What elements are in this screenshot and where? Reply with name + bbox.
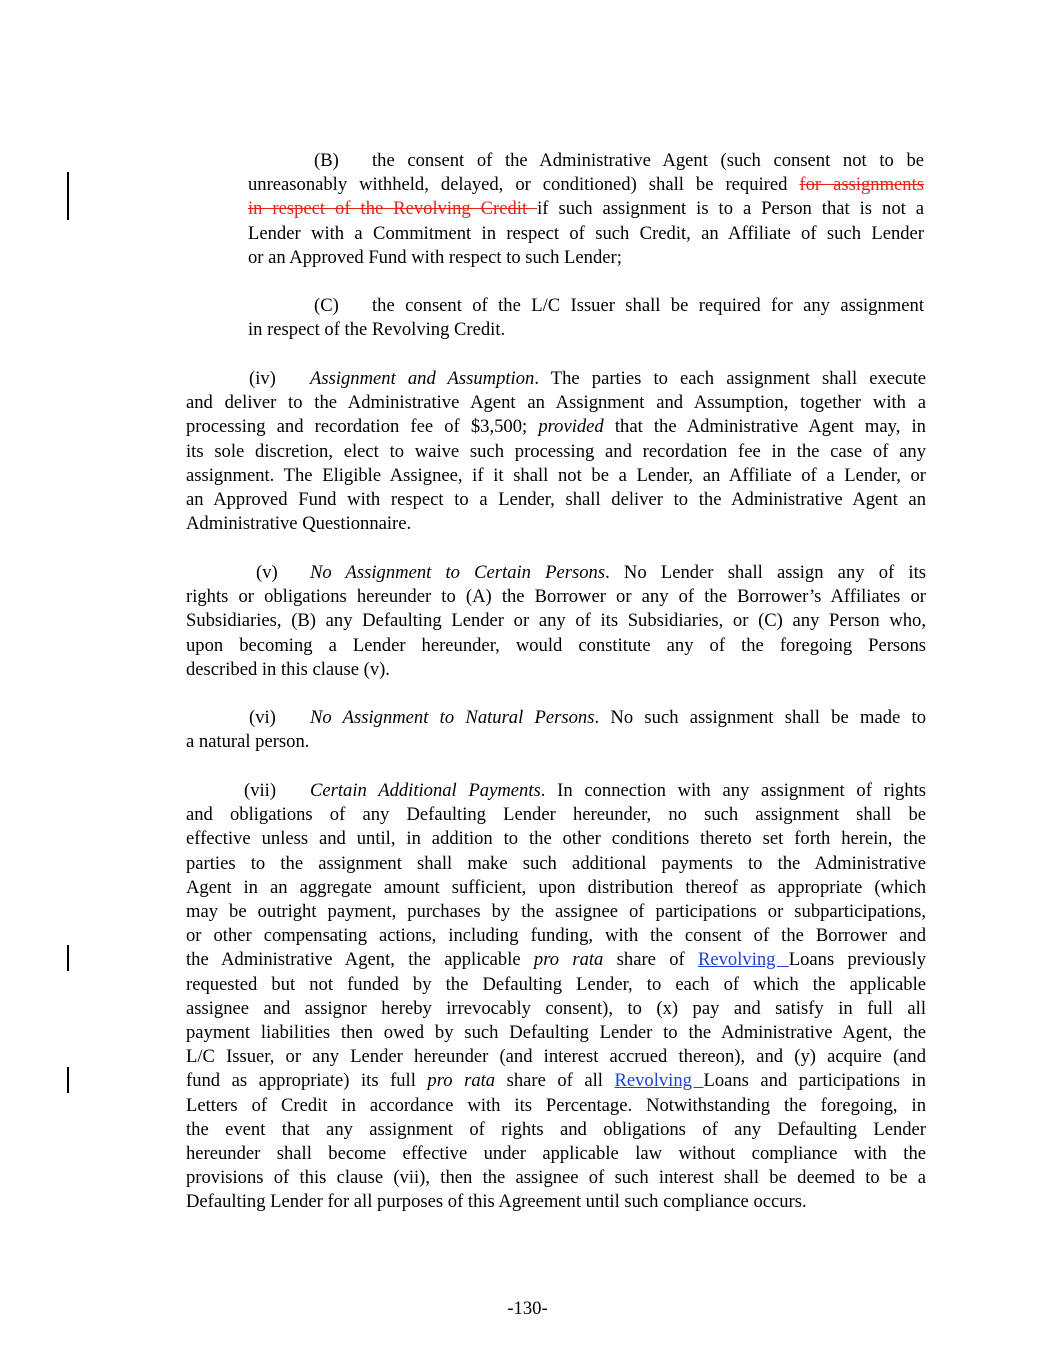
clause-vi: (vi) No Assignment to Natural Persons. No such assignment shall be made to a natural person. [186,707,926,753]
clause-label: (C) [314,295,339,316]
clause-title: No Assignment to Natural Persons [310,707,595,728]
clause-label: (vii) [244,780,277,801]
deleted-text: for assignments [799,174,924,196]
deleted-text: in respect of the Revolving Credit [248,198,538,220]
clause-label: (v) [256,562,278,583]
clause-b: (B) the consent of the Administrative Agent (such consent not to be unreasonably withheld, delayed, or conditioned) shall be required for assignments in respect of the Revolving Credit if such assignment is to a Person that is not a Lender with a Commitment in respect of such Credit, an Affiliate of such Lender or an Approved Fund with respect to such Lender; [248,150,925,268]
clause-label: (vi) [249,707,276,728]
clause-title: No Assignment to Certain Persons [310,562,606,583]
revolving-link[interactable]: Revolving [614,1070,704,1092]
clause-title: Assignment and Assumption [310,368,535,389]
change-bar [67,172,69,220]
clause-v: (v) No Assignment to Certain Persons. No Lender shall assign any of its rights or obligations hereunder to (A) the Borrower or any of the Borrower’s Affiliates or Subsidiaries, (B) any Defaulting Lender or any of its Subsidiaries, or (C) any Person who, upon becoming a Lender hereunder, would constitute any of the foregoing Persons described in this clause (v). [186,562,926,680]
page-number: -130- [507,1298,548,1319]
change-bar [67,1067,69,1093]
clause-iv: (iv) Assignment and Assumption. The parties to each assignment shall execute and deliver to the Administrative Agent an Assignment and Assumption, together with a processing and recordation fee of $3,500; provided that the Administrative Agent may, in its sole discretion, elect to waive such processing and recordation fee in the case of any assignment. The Eligible Assignee, if it shall not be a Lender, an Affiliate of a Lender, or an Approved Fund with respect to a Lender, shall deliver to the Administrative Agent an Administrative Questionnaire. [186,368,926,535]
clause-label: (B) [314,150,339,171]
change-bar [67,945,69,971]
clause-c: (C) the consent of the L/C Issuer shall be required for any assignment in respect of the Revolving Credit. [248,295,924,341]
revolving-link[interactable]: Revolving [697,949,789,971]
clause-vii: (vii) Certain Additional Payments. In connection with any assignment of rights and obligations of any Defaulting Lender hereunder, no such assignment shall be effective unless and until, in addition to the other conditions thereto set forth herein, the parties to the assignment shall make such additional payments to the Administrative Agent in an aggregate amount sufficient, upon distribution thereof as appropriate (which may be outright payment, purchases by the assignee of participations or subparticipations, or other compensating actions, including funding, with the consent of the Borrower and the Administrative Agent, the applicable pro rata share of Revolving Loans previously requested but not funded by the Defaulting Lender, to each of which the applicable assignee and assignor hereby irrevocably consent), to (x) pay and satisfy in full all payment liabilities then owed by such Defaulting Lender to the Administrative Agent, the L/C Issuer, or any Lender hereunder (and interest accrued thereon), and (y) acquire (and fund as appropriate) its full pro rata share of all Revolving Loans and participations in Letters of Credit in accordance with its Percentage. Notwithstanding the foregoing, in the event that any assignment of rights and obligations of any Defaulting Lender hereunder shall become effective under applicable law without compliance with the provisions of this clause (vii), then the assignee of such interest shall be deemed to be a Defaulting Lender for all purposes of this Agreement until such compliance occurs. [186,780,927,1213]
clause-title: Certain Additional Payments [310,780,541,801]
clause-label: (iv) [249,368,276,389]
